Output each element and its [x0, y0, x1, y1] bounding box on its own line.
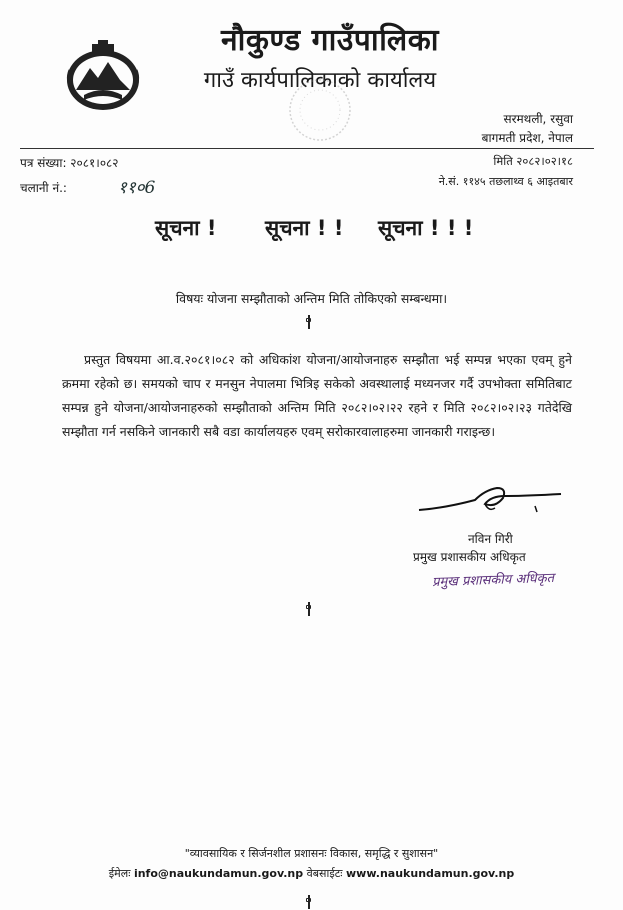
nepal-sambat-date: ने.सं. ११४५ तछलाथ्व ६ आइतबार [438, 175, 573, 188]
separator-mark-icon [306, 315, 311, 329]
faded-stamp-icon [285, 75, 355, 145]
signer-name: नविन गिरी [468, 532, 513, 546]
address-line-2: बागमती प्रदेश, नेपाल [481, 131, 573, 145]
email-address[interactable]: info@naukundamun.gov.np [133, 867, 304, 880]
address-line-1: सरमथली, रसुवा [503, 112, 573, 126]
chalani-label: चलानी नं.: [20, 181, 67, 195]
org-name: नौकुण्ड गाउँपालिका [220, 23, 440, 58]
notice-word-2: सूचना ! ! [265, 216, 344, 240]
office-name: गाउँ कार्यपालिकाको कार्यालय [203, 68, 437, 93]
chalani-number-handwritten: ११०6 [118, 178, 156, 198]
signer-title: प्रमुख प्रशासकीय अधिकृत [413, 550, 526, 564]
municipality-emblem-icon [62, 40, 144, 114]
notice-word-1: सूचना ! [155, 216, 217, 240]
body-paragraph: प्रस्तुत विषयमा आ.व.२०८१।०८२ को अधिकांश योजना/आयोजनाहरु सम्झौता भई सम्पन्न भएका एवम् हुने क्रममा रहेको छ। समयको चाप र मनसुन नेपालमा भित्रिइ सकेको अवस्थालाई मध्यनजर गर्दै उपभोक्ता समितिबाट सम्पन्न हुने योजना/आयोजनाहरुको सम्झौताको अन्तिम मिति २०८२।०२।२२ रहने र मिति २०८२।०२।२३ गतेदेखि सम्झौता गर्न नसकिने जानकारी सबै वडा कार्यालयहरु एवम् सरोकारवालाहरुमा जानकारी गराइन्छ। [62, 352, 572, 439]
notice-heading [0, 214, 623, 244]
signature-icon [415, 482, 565, 527]
separator-mark-icon [306, 895, 311, 909]
footer-motto: "व्यावसायिक र सिर्जनशील प्रशासनः विकास, समृद्धि र सुशासन" [184, 847, 439, 860]
website-label: वेबसाईटः [306, 867, 343, 880]
website-link[interactable]: www.naukundamun.gov.np [346, 867, 515, 880]
separator-mark-icon [306, 602, 311, 616]
subject-line: विषयः योजना सम्झौताको अन्तिम मिति तोकिएको सम्बन्धमा। [175, 291, 448, 306]
notice-word-3: सूचना ! ! ! [378, 216, 474, 240]
footer-contact [0, 866, 623, 881]
letter-number: पत्र संख्या: २०८१।०८२ [20, 156, 119, 170]
header-divider [20, 148, 594, 149]
date: मिति २०८२।०२।१८ [493, 154, 573, 168]
email-label: ईमेलः [108, 867, 131, 880]
title-stamp: प्रमुख प्रशासकीय अधिकृत [431, 570, 555, 591]
